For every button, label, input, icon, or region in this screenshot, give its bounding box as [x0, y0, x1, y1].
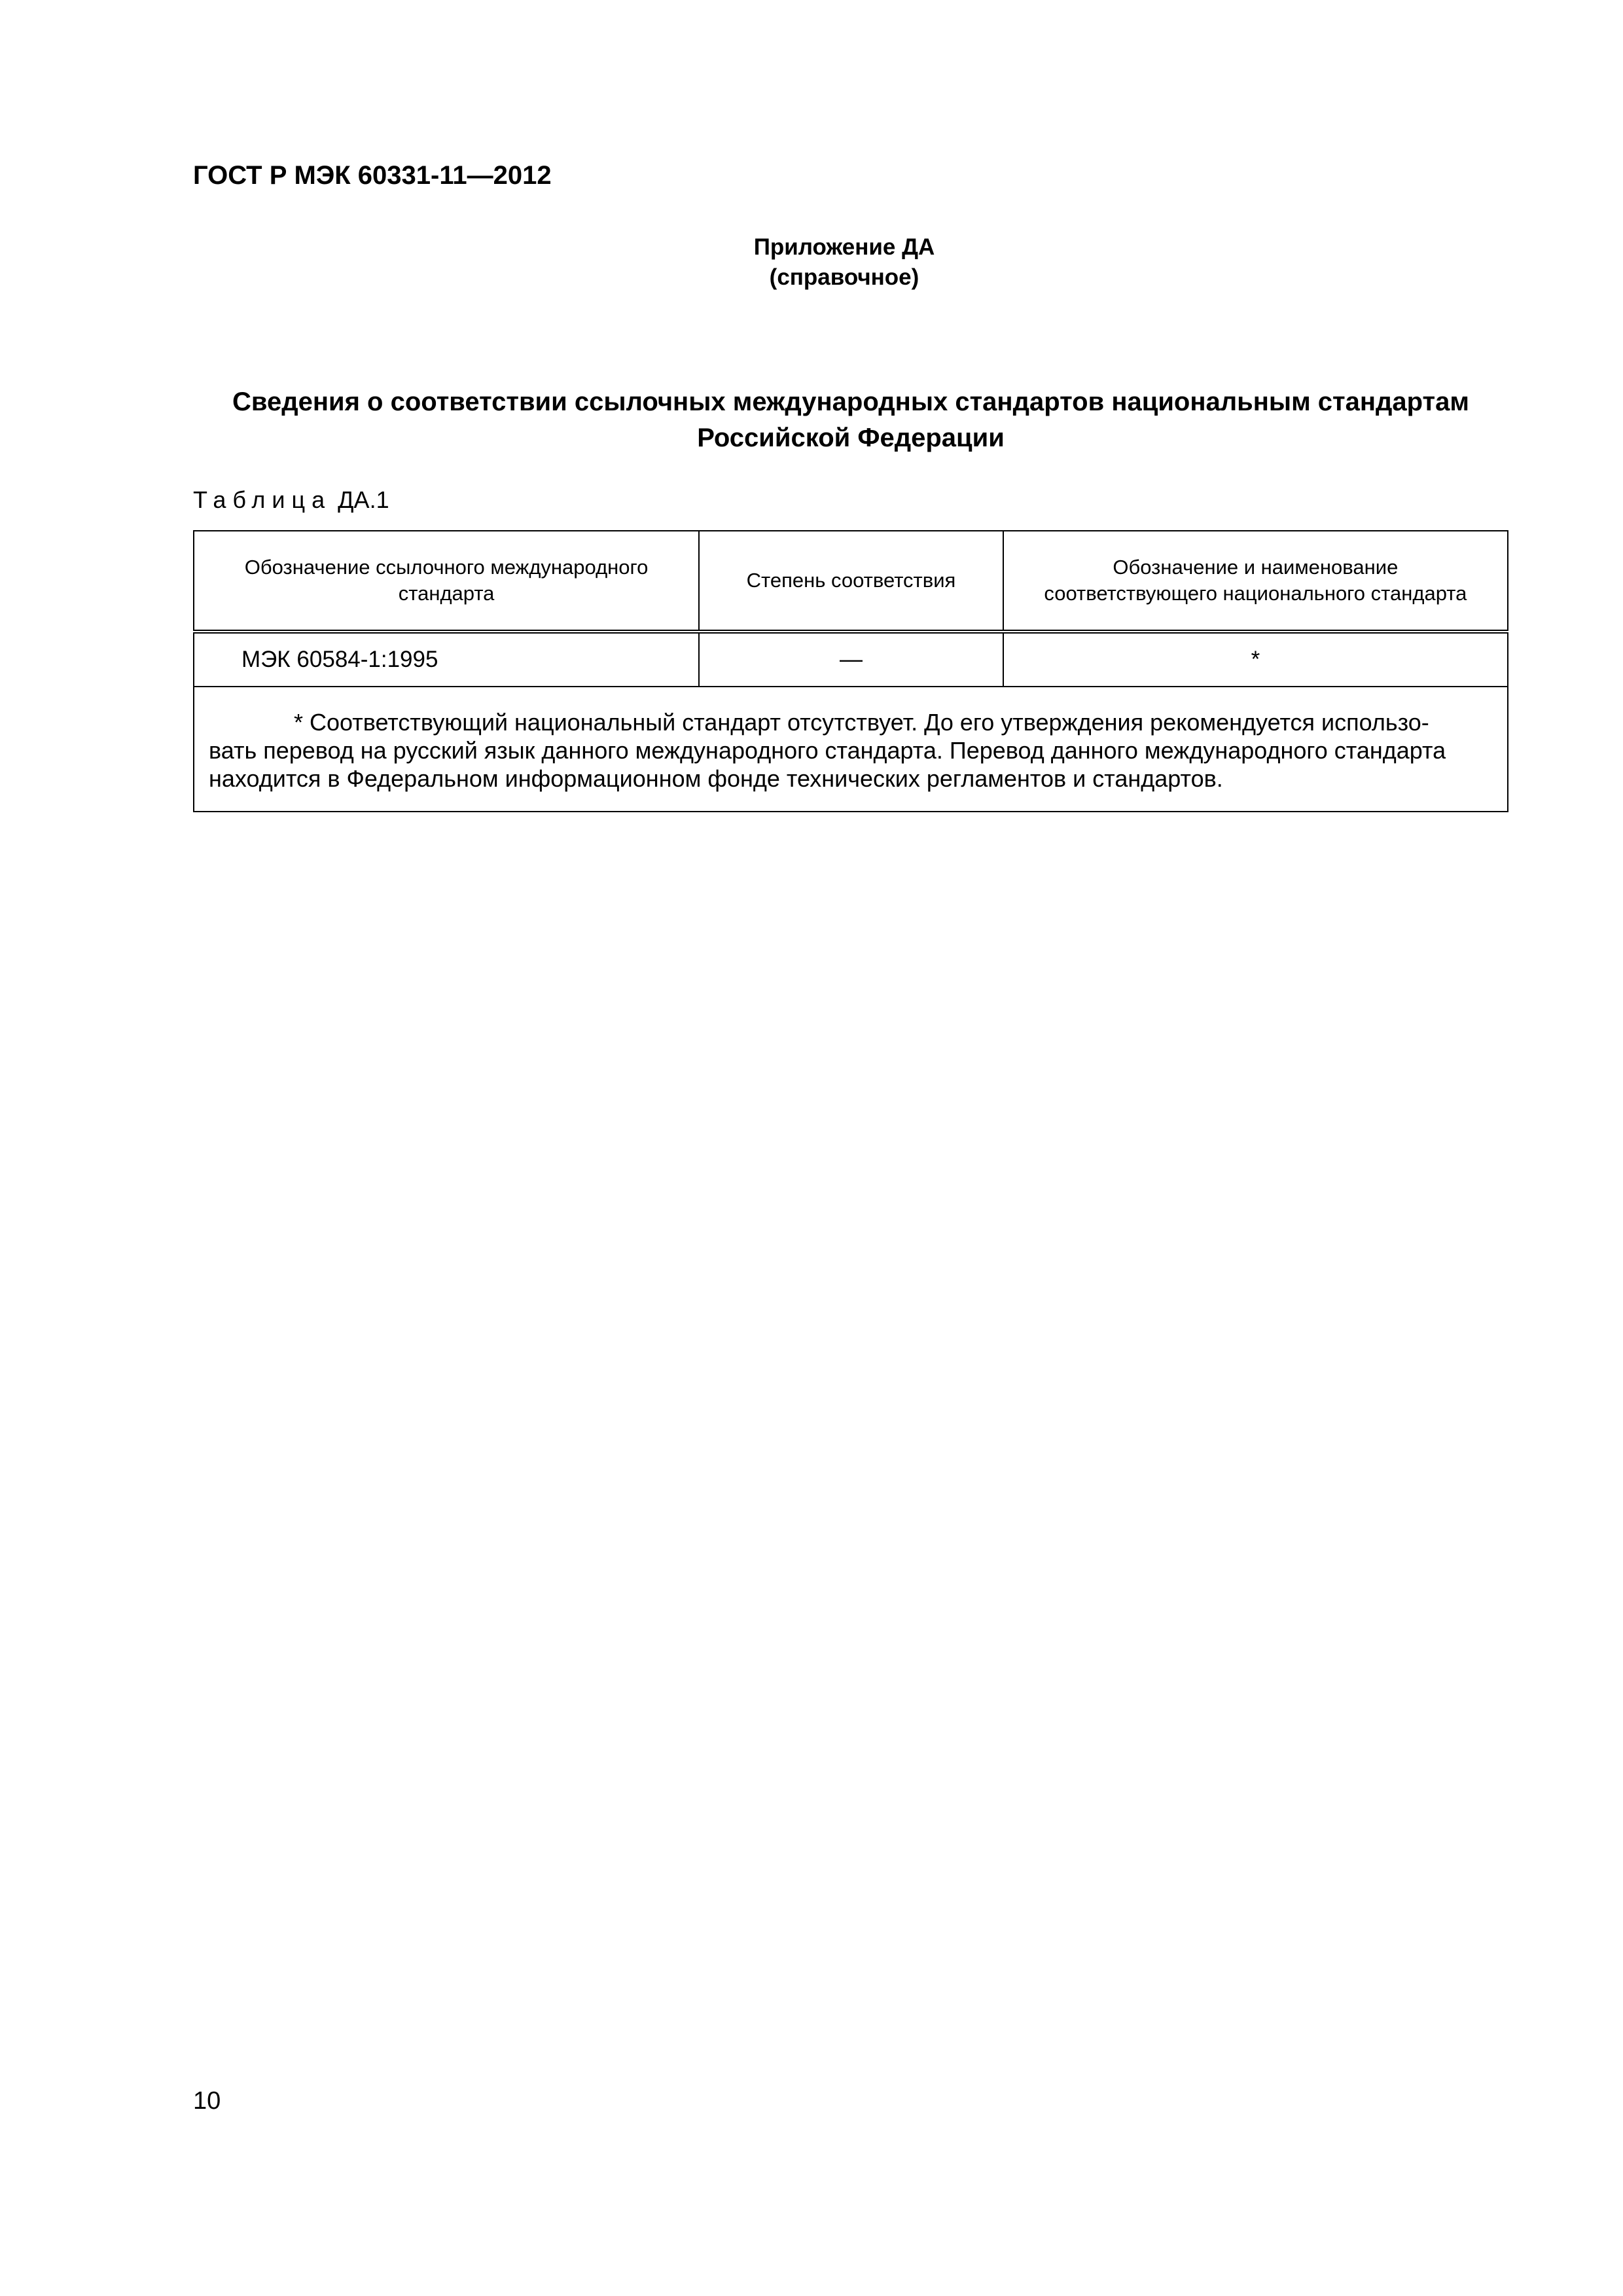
footnote-row [194, 687, 1508, 812]
header-col1-line-2: стандарта [398, 582, 495, 605]
header-col3-line-1: Обозначение и наименование [1113, 556, 1399, 579]
table-caption-word: Таблица [193, 486, 332, 513]
header-national-standard [1003, 531, 1508, 632]
appendix-title: Приложение ДА [753, 234, 935, 260]
cell-degree: — [699, 632, 1003, 687]
section-title-line-1: Сведения о соответствии ссылочных международных стандартов национальным стандартам [232, 387, 1469, 416]
section-title-line-2: Российской Федерации [697, 423, 1005, 452]
appendix-heading [674, 232, 1014, 293]
section-title [193, 384, 1508, 456]
document-code: ГОСТ Р МЭК 60331-11—2012 [193, 161, 552, 190]
header-col2-text: Степень соответствия [746, 569, 956, 592]
table-header-row [194, 531, 1508, 632]
page-number: 10 [193, 2087, 221, 2115]
reference-table [193, 530, 1508, 812]
table-footnote [194, 687, 1508, 812]
appendix-subtitle: (справочное) [769, 264, 919, 290]
header-col1-line-1: Обозначение ссылочного международного [244, 556, 649, 579]
table-row [194, 632, 1508, 687]
header-international-standard [194, 531, 699, 632]
header-degree [699, 531, 1003, 632]
cell-national-standard: * [1003, 632, 1508, 687]
cell-international-standard: МЭК 60584-1:1995 [194, 632, 699, 687]
header-col3-line-2: соответствующего национального стандарта [1044, 582, 1467, 605]
footnote-line-2: вать перевод на русский язык данного международного стандарта. Перевод данного международного стандарта [209, 737, 1446, 764]
table-caption [193, 486, 389, 514]
table-caption-number: ДА.1 [338, 486, 389, 513]
footnote-line-3: находится в Федеральном информационном фонде технических регламентов и стандартов. [209, 765, 1223, 792]
footnote-line-1: * Соответствующий национальный стандарт отсутствует. До его утверждения рекомендуется использо- [294, 709, 1429, 736]
